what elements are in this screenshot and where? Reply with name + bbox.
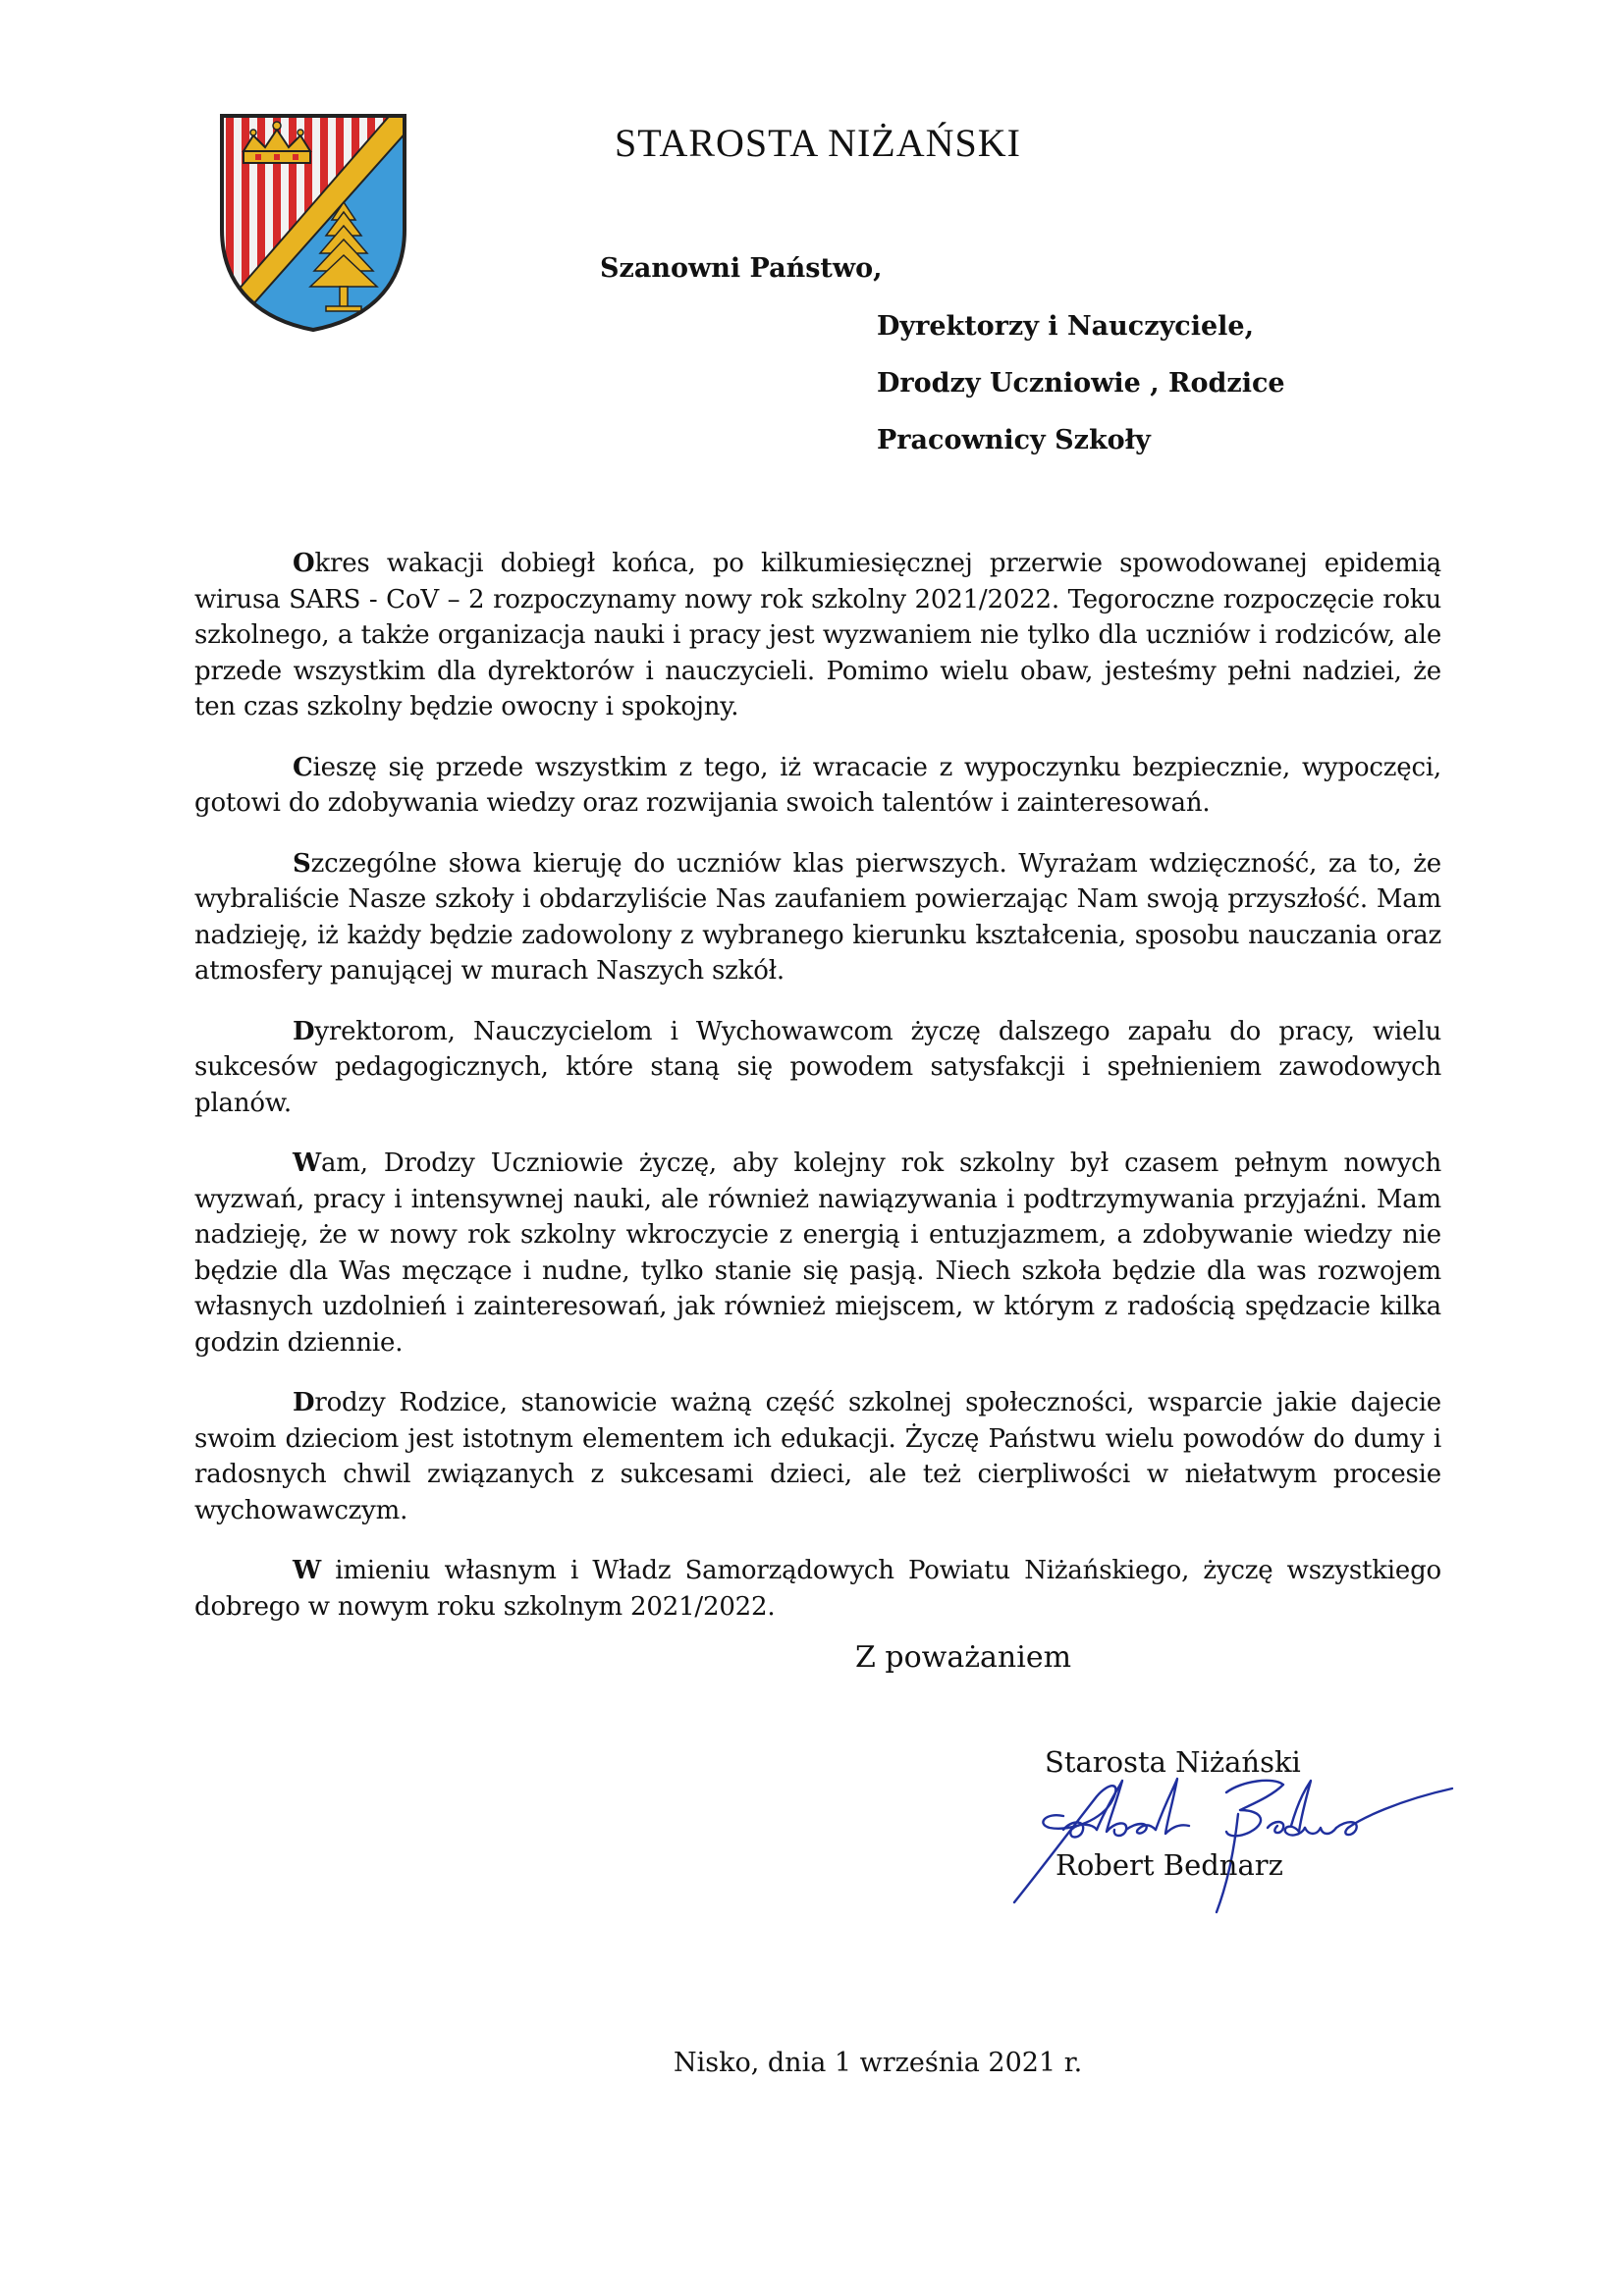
paragraph-initial: O [293, 549, 315, 578]
paragraph-initial: S [293, 848, 311, 879]
paragraph-initial: C [293, 752, 313, 782]
signer-title: Starosta Niżański [1045, 1745, 1301, 1779]
paragraph-initial: D [293, 1388, 315, 1417]
letter-paragraph [194, 1014, 1441, 1122]
greeting: Szanowni Państwo, [600, 253, 883, 284]
signer-name: Robert Bednarz [1056, 1848, 1283, 1882]
paragraph-text: yrektorom, Nauczycielom i Wychowawcom życzę dalszego zapału do pracy, wielu sukcesów pedagogicznych, które staną się powodem satysfakcji i spełnieniem zawodowych planów. [194, 1016, 1441, 1118]
paragraph-text: rodzy Rodzice, stanowicie ważną część szkolnej społeczności, wsparcie jakie dajecie swoim dzieciom jest istotnym elementem ich edukacji. Życzę Państwu wielu powodów do dumy i radosnych chwil związanych z sukcesami dzieci, ale też cierpliwości w niełatwym procesie wychowawczym. [194, 1388, 1441, 1525]
letter-paragraph [194, 1146, 1441, 1361]
letter-body [194, 546, 1441, 1649]
page-title: STAROSTA NIŻAŃSKI [615, 121, 1021, 165]
paragraph-initial: D [293, 1016, 315, 1046]
coat-of-arms-icon [218, 112, 408, 333]
paragraph-text: zczególne słowa kieruję do uczniów klas pierwszych. Wyrażam wdzięczność, za to, że wybraliście Nasze szkoły i obdarzyliście Nas zaufaniem powierzając Nam swoją przyszłość. Mam nadzieję, iż każdy będzie zadowolony z wybranego kierunku kształcenia, sposobu nauczania oraz atmosfery panującej w murach Naszych szkół. [194, 848, 1441, 986]
letter-paragraph [194, 1385, 1441, 1528]
paragraph-text: am, Drodzy Uczniowie życzę, aby kolejny rok szkolny był czasem pełnym nowych wyzwań, pracy i intensywnej nauki, ale również nawiązywania i podtrzymywania przyjaźni. Mam nadzieję, że w nowy rok szkolny wkroczycie z energią i entuzjazmem, a zdobywanie wiedzy nie będzie dla Was męczące i nudne, tylko stanie się pasją. Niech szkoła będzie dla was rozwojem własnych uzdolnień i zainteresowań, jak również miejscem, w którym z radością spędzacie kilka godzin dziennie. [194, 1148, 1441, 1358]
closing-regards: Z poważaniem [855, 1640, 1072, 1675]
paragraph-text: imieniu własnym i Władz Samorządowych Powiatu Niżańskiego, życzę wszystkiego dobrego w nowym roku szkolnym 2021/2022. [194, 1556, 1441, 1622]
paragraph-initial: W [293, 1556, 321, 1585]
signature-image [1006, 1767, 1458, 1914]
letter-paragraph [194, 546, 1441, 725]
addressee-line: Dyrektorzy i Nauczyciele, [877, 311, 1254, 342]
paragraph-initial: W [293, 1148, 321, 1178]
addressee-line: Drodzy Uczniowie , Rodzice [877, 368, 1285, 399]
paragraph-text: kres wakacji dobiegł końca, po kilkumiesięcznej przerwie spowodowanej epidemią wirusa SARS - CoV – 2 rozpoczynamy nowy rok szkolny 2021/2022. Tegoroczne rozpoczęcie roku szkolnego, a także organizacja nauki i pracy jest wyzwaniem nie tylko dla uczniów i rodziców, ale przede wszystkim dla dyrektorów i nauczycieli. Pomimo wielu obaw, jesteśmy pełni nadziei, że ten czas szkolny będzie owocny i spokojny. [194, 549, 1441, 721]
crest-stripe [226, 112, 234, 333]
paragraph-text: ieszę się przede wszystkim z tego, iż wracacie z wypoczynku bezpiecznie, wypoczęci, gotowi do zdobywania wiedzy oraz rozwijania swoich talentów i zainteresowań. [194, 752, 1441, 818]
letter-paragraph [194, 846, 1441, 989]
letter-paragraph [194, 1553, 1441, 1625]
letter-paragraph [194, 750, 1441, 822]
date-line: Nisko, dnia 1 września 2021 r. [674, 2048, 1083, 2078]
addressee-list [877, 310, 1285, 481]
addressee-line: Pracownicy Szkoły [877, 425, 1151, 455]
